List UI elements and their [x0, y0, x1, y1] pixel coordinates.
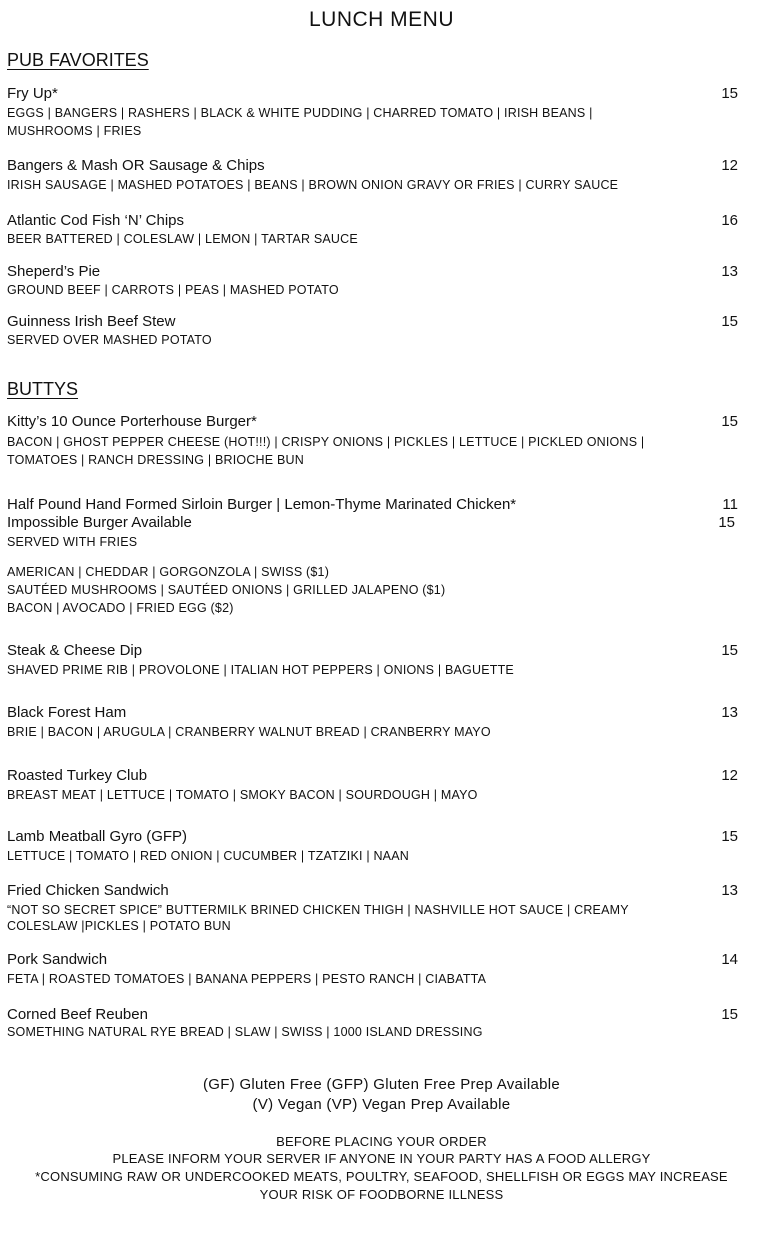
item-price: 13: [721, 882, 738, 899]
item-name: Black Forest Ham: [7, 704, 127, 721]
item-price: 15: [721, 313, 738, 330]
item-price: 15: [721, 1006, 738, 1023]
item-name-alternate: Impossible Burger Available: [7, 514, 192, 531]
consumption-warning: *CONSUMING RAW OR UNDERCOOKED MEATS, POULTRY, SEAFOOD, SHELLFISH OR EGGS MAY INCREASE: [35, 1169, 728, 1184]
item-name: Kitty’s 10 Ounce Porterhouse Burger*: [7, 413, 257, 430]
item-description: COLESLAW |PICKLES | POTATO BUN: [7, 919, 231, 933]
item-name: Sheperd’s Pie: [7, 263, 101, 280]
allergy-notice: BEFORE PLACING YOUR ORDER: [276, 1134, 487, 1149]
item-description: LETTUCE | TOMATO | RED ONION | CUCUMBER | TZATZIKI | NAAN: [7, 849, 409, 863]
allergy-notice: PLEASE INFORM YOUR SERVER IF ANYONE IN YOUR PARTY HAS A FOOD ALLERGY: [112, 1151, 651, 1166]
item-description: GROUND BEEF | CARROTS | PEAS | MASHED POTATO: [7, 283, 339, 297]
item-description: FETA | ROASTED TOMATOES | BANANA PEPPERS | PESTO RANCH | CIABATTA: [7, 972, 487, 986]
item-price: 11: [722, 496, 738, 513]
addon-line: AMERICAN | CHEDDAR | GORGONZOLA | SWISS ($1): [7, 565, 330, 579]
item-description: EGGS | BANGERS | RASHERS | BLACK & WHITE PUDDING | CHARRED TOMATO | IRISH BEANS |: [7, 106, 593, 120]
item-description: SHAVED PRIME RIB | PROVOLONE | ITALIAN HOT PEPPERS | ONIONS | BAGUETTE: [7, 663, 514, 677]
item-price: 13: [721, 704, 738, 721]
consumption-warning: YOUR RISK OF FOODBORNE ILLNESS: [259, 1187, 504, 1202]
item-name: Half Pound Hand Formed Sirloin Burger | Lemon-Thyme Marinated Chicken*: [7, 496, 517, 513]
item-description: IRISH SAUSAGE | MASHED POTATOES | BEANS | BROWN ONION GRAVY OR FRIES | CURRY SAUCE: [7, 178, 619, 192]
item-price: 15: [721, 642, 738, 659]
item-name: Fried Chicken Sandwich: [7, 882, 169, 899]
item-price: 12: [721, 767, 738, 784]
item-name: Guinness Irish Beef Stew: [7, 313, 176, 330]
item-price: 15: [721, 85, 738, 102]
item-name: Lamb Meatball Gyro (GFP): [7, 828, 188, 845]
item-description: BACON | GHOST PEPPER CHEESE (HOT!!!) | CRISPY ONIONS | PICKLES | LETTUCE | PICKLED ONIONS |: [7, 435, 645, 449]
item-description: SERVED WITH FRIES: [7, 535, 138, 549]
dietary-legend: (GF) Gluten Free (GFP) Gluten Free Prep Available: [202, 1076, 561, 1093]
item-description: SOMETHING NATURAL RYE BREAD | SLAW | SWISS | 1000 ISLAND DRESSING: [7, 1025, 483, 1039]
addon-line: BACON | AVOCADO | FRIED EGG ($2): [7, 601, 234, 615]
addon-line: SAUTÉED MUSHROOMS | SAUTÉED ONIONS | GRILLED JALAPENO ($1): [7, 583, 446, 597]
item-price: 13: [721, 263, 738, 280]
item-description: BREAST MEAT | LETTUCE | TOMATO | SMOKY BACON | SOURDOUGH | MAYO: [7, 788, 478, 802]
item-name: Pork Sandwich: [7, 951, 108, 968]
item-description: “NOT SO SECRET SPICE” BUTTERMILK BRINED CHICKEN THIGH | NASHVILLE HOT SAUCE | CREAMY: [7, 903, 629, 917]
item-description: TOMATOES | RANCH DRESSING | BRIOCHE BUN: [7, 453, 304, 467]
item-price-alternate: 15: [718, 514, 735, 531]
menu-title: LUNCH MENU: [308, 8, 454, 31]
item-name: Roasted Turkey Club: [7, 767, 148, 784]
item-description: SERVED OVER MASHED POTATO: [7, 333, 212, 347]
item-name: Corned Beef Reuben: [7, 1006, 148, 1023]
section-heading-pub-favorites: PUB FAVORITES: [7, 50, 149, 70]
item-name: Steak & Cheese Dip: [7, 642, 143, 659]
item-name: Atlantic Cod Fish ‘N’ Chips: [7, 212, 185, 229]
item-description: MUSHROOMS | FRIES: [7, 124, 142, 138]
item-name: Fry Up*: [7, 85, 58, 102]
section-heading-buttys: BUTTYS: [7, 379, 79, 399]
item-description: BRIE | BACON | ARUGULA | CRANBERRY WALNUT BREAD | CRANBERRY MAYO: [7, 725, 491, 739]
item-name: Bangers & Mash OR Sausage & Chips: [7, 157, 265, 174]
item-price: 16: [721, 212, 738, 229]
item-price: 15: [721, 828, 738, 845]
item-description: BEER BATTERED | COLESLAW | LEMON | TARTAR SAUCE: [7, 232, 358, 246]
item-price: 15: [721, 413, 738, 430]
item-price: 14: [721, 951, 738, 968]
dietary-legend: (V) Vegan (VP) Vegan Prep Available: [252, 1096, 511, 1113]
item-price: 12: [721, 157, 738, 174]
